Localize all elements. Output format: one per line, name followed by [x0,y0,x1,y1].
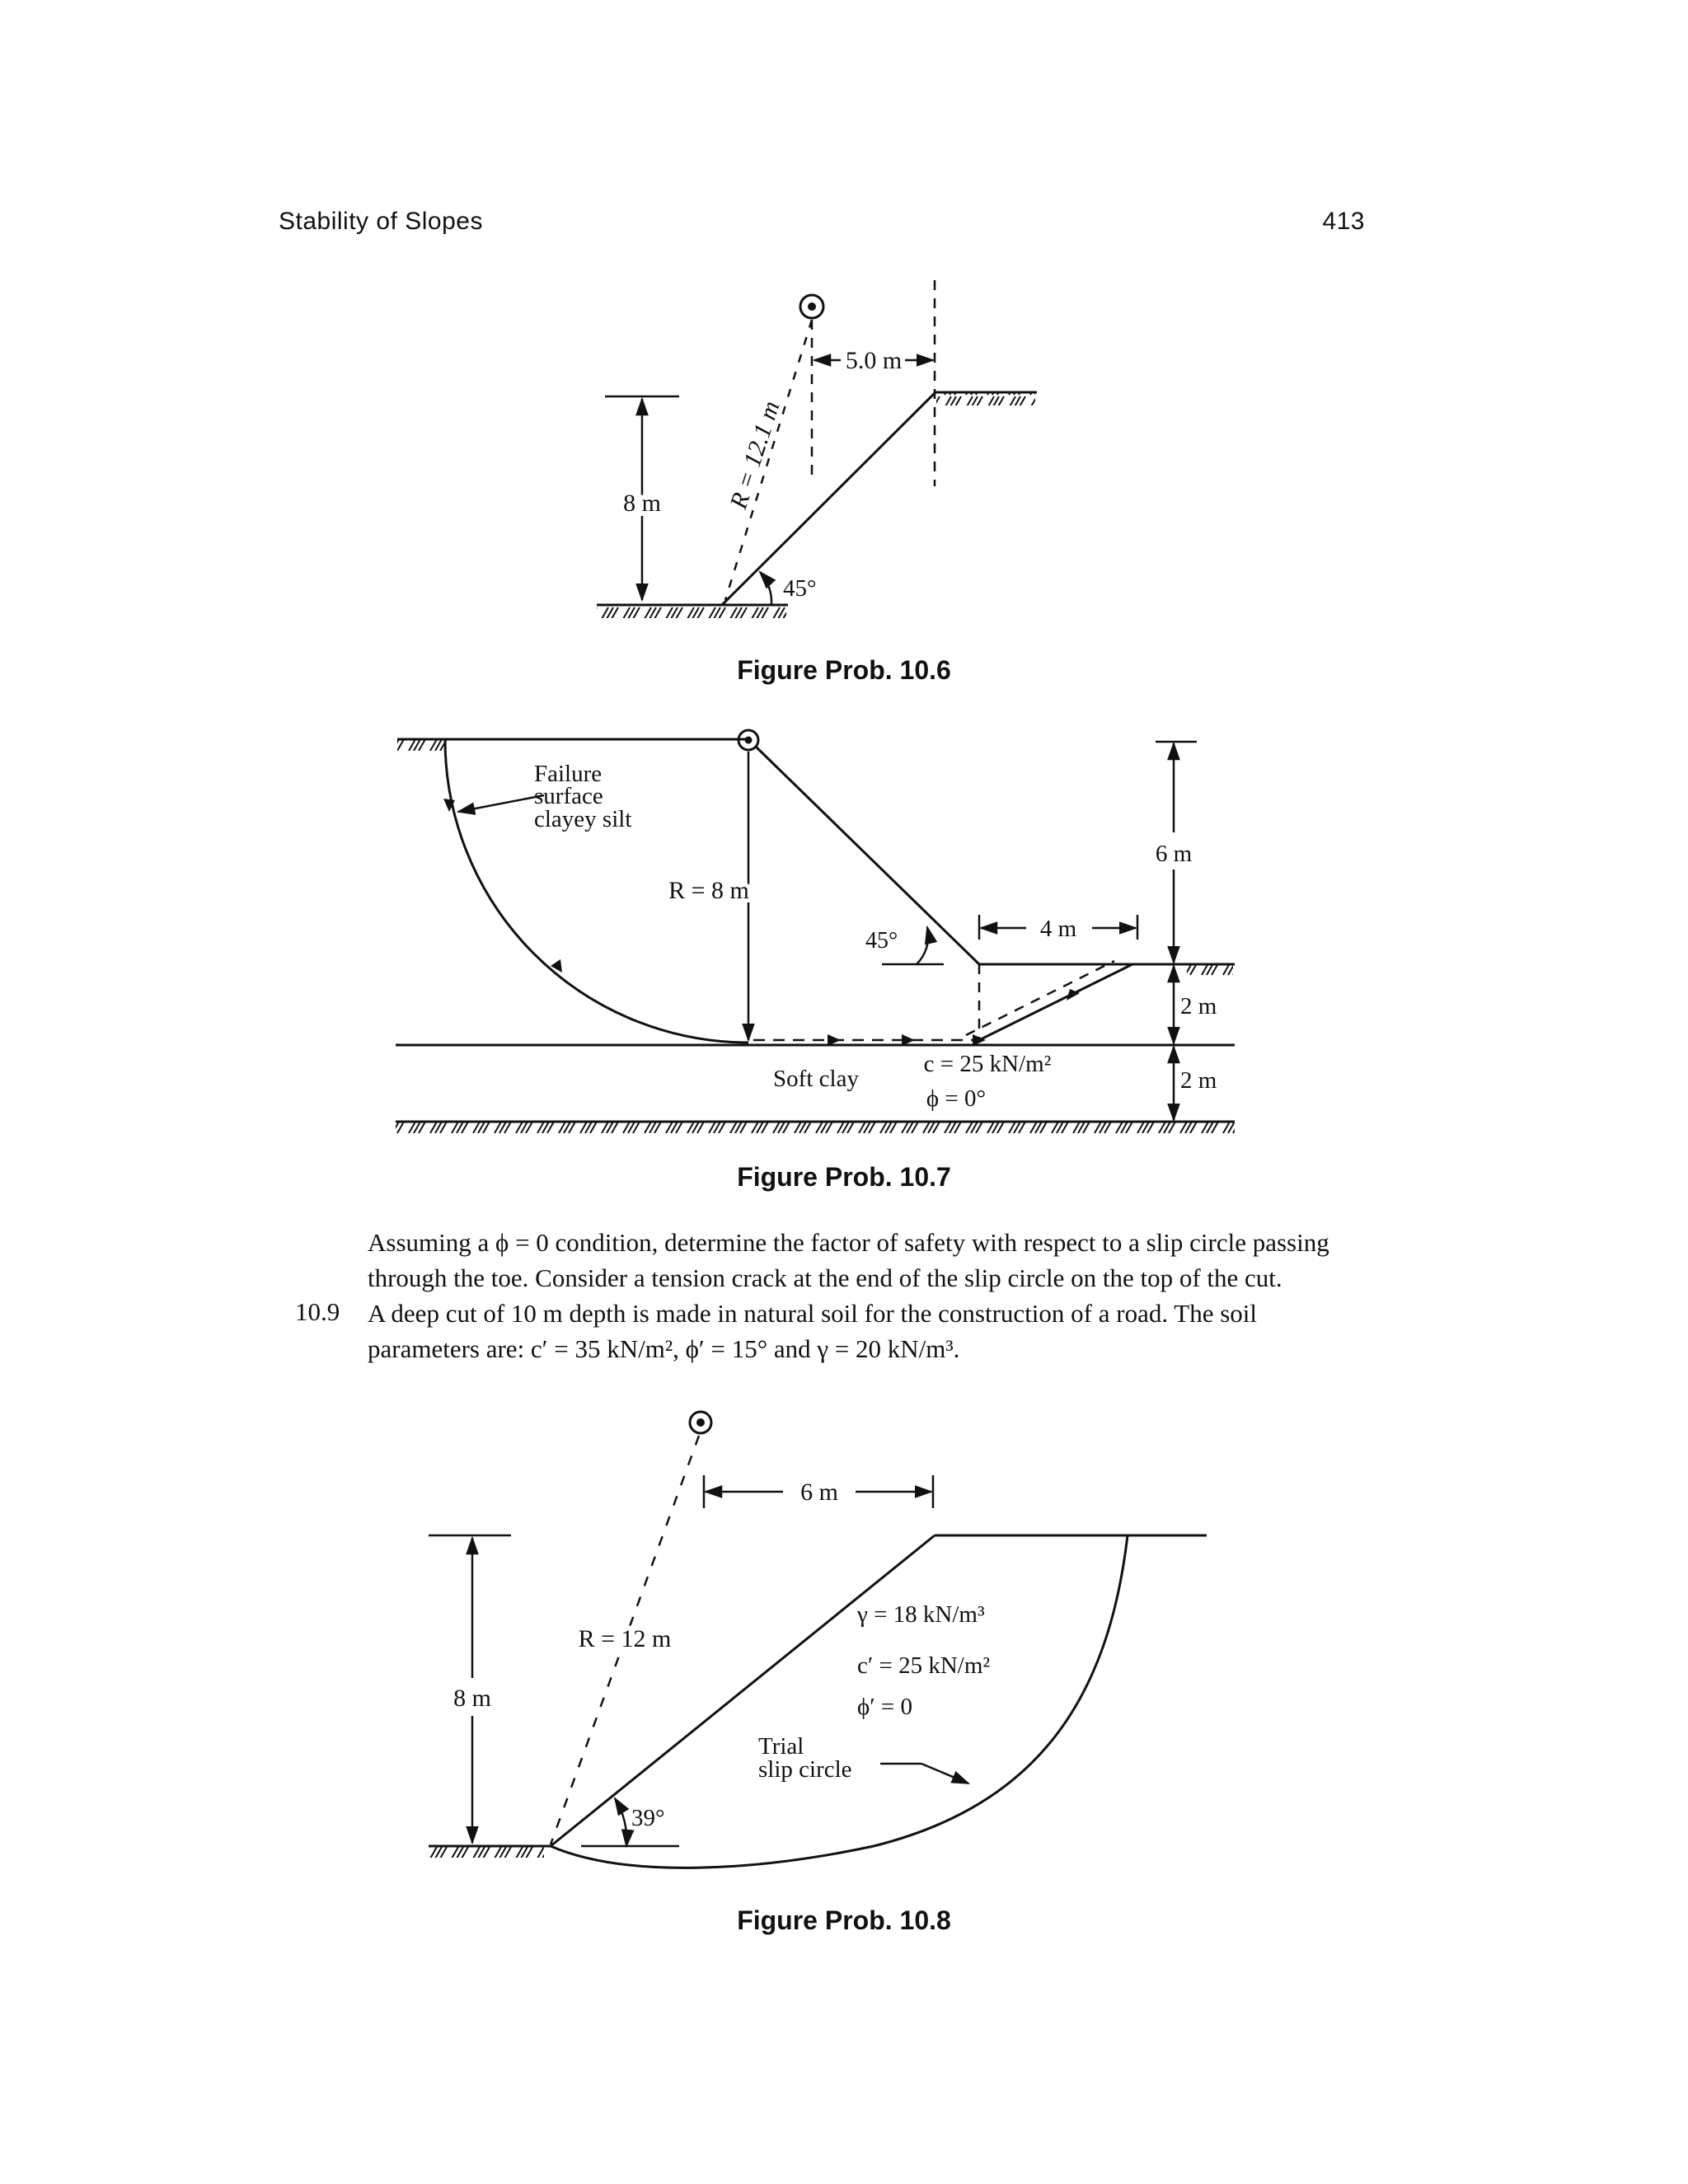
height-label: 8 m [623,490,661,517]
angle-arc [917,927,928,964]
failure-leader [458,795,544,812]
crest-ground-hatch [397,739,447,751]
figure-10-6-caption: Figure Prob. 10.6 [737,655,951,685]
toe-ground-hatch [597,605,786,618]
paragraph-line-1: Assuming a ϕ = 0 condition, determine the factor of safety with respect to a slip circle passing [368,1228,1329,1257]
slope-face [551,1535,935,1846]
crest-ground-hatch [936,392,1035,405]
height-label: 8 m [453,1685,491,1712]
offset-label: 6 m [800,1479,838,1506]
running-head: Stability of Slopes [279,208,483,235]
figure-10-7-caption: Figure Prob. 10.7 [737,1162,951,1192]
paragraph-line-2: through the toe. Consider a tension crack at the end of the slip circle on the top of the cut. [368,1263,1282,1292]
angle-label: 45° [783,575,817,602]
figure-10-6 [0,272,1688,668]
angle-arc [760,572,771,605]
layer-top-label: 2 m [1180,993,1217,1019]
problem-text [368,1296,1357,1366]
failure-label-1: Failure [534,761,603,787]
circle-center-dot [745,737,753,744]
toe-ground-hatch [429,1846,544,1858]
radius-label: R = 12 m [578,1625,672,1652]
problem-line-1: A deep cut of 10 m depth is made in natural soil for the construction of a road. The soil [368,1299,1258,1328]
paragraph [368,1225,1357,1296]
height-label: 6 m [1155,841,1193,867]
problem-line-2: parameters are: c′ = 35 kN/m², ϕ′ = 15° and γ = 20 kN/m³. [368,1334,960,1363]
page-number: 413 [1322,208,1365,235]
layer-bottom-label: 2 m [1180,1067,1217,1094]
gamma-label: γ = 18 kN/m³ [857,1601,985,1628]
circle-center-dot [696,1418,705,1427]
trial-label-2: slip circle [758,1756,852,1783]
trial-label-1: Trial [758,1733,804,1760]
figure-10-8 [0,1401,1688,1929]
offset-label: 5.0 m [845,347,903,374]
radius-label: R = 12.1 m [724,397,785,513]
problem-number: 10.9 [295,1297,340,1326]
cohesion-label: c′ = 25 kN/m² [857,1652,991,1679]
angle-label: 39° [631,1805,665,1831]
failure-label-3: clayey silt [534,806,632,832]
soil-label: Soft clay [773,1066,859,1092]
phi-label: ϕ′ = 0 [857,1694,912,1720]
base-hatch [396,1122,1235,1133]
phi-label: ϕ = 0° [926,1085,987,1112]
circle-center-dot [808,302,816,311]
figure-10-8-caption: Figure Prob. 10.8 [737,1905,951,1935]
failure-label-2: surface [534,783,603,809]
sliding-block-dashed [966,961,1114,1035]
cohesion-label: c = 25 kN/m² [923,1051,1052,1077]
crack-label: 4 m [1039,916,1077,942]
trial-leader-arrow [921,1764,968,1783]
angle-label: 45° [865,928,898,954]
sliding-block-face [979,964,1132,1040]
figure-10-7 [0,717,1688,1146]
toe-ground-hatch [1187,964,1233,976]
radius-label: R = 8 m [668,877,749,904]
angle-arc [615,1798,626,1846]
